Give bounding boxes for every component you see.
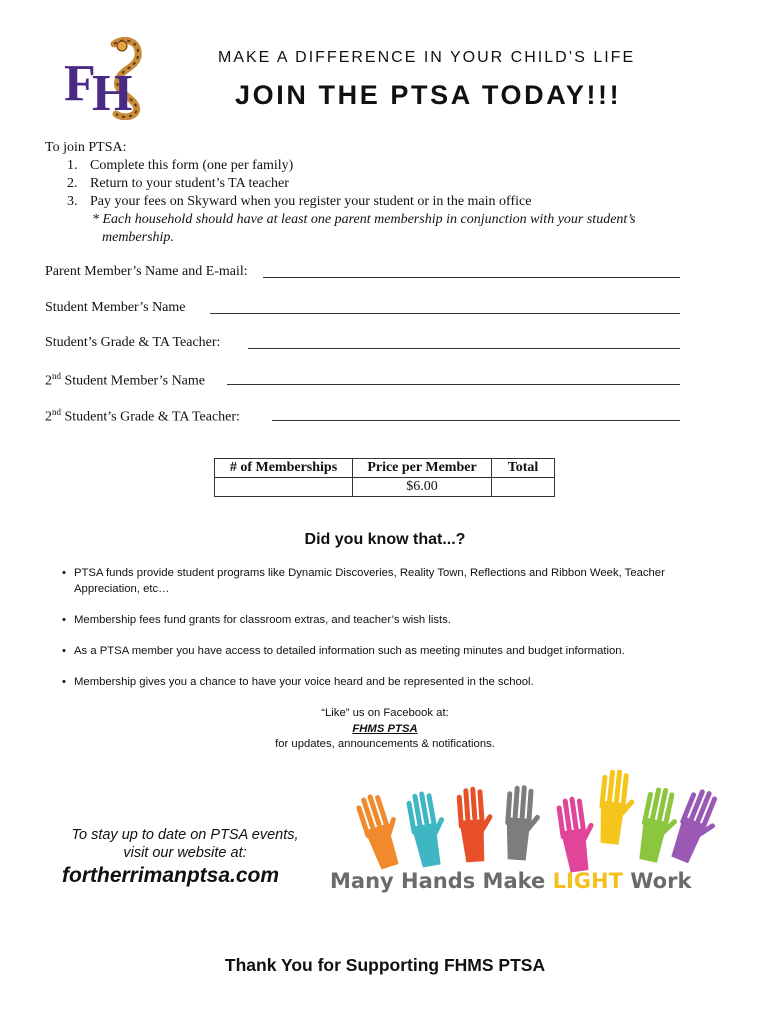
step-item: 2. Return to your student’s TA teacher bbox=[67, 176, 289, 191]
list-item: • PTSA funds provide student programs like Dynamic Discoveries, Reality Town, Reflections and Ribbon Week, Teacher Appreciation, etc… bbox=[62, 565, 702, 597]
facebook-link[interactable]: FHMS PTSA bbox=[352, 722, 418, 735]
memberships-header: # of Memberships bbox=[215, 459, 353, 478]
grade-teacher-field[interactable] bbox=[248, 348, 680, 349]
thank-you-footer: Thank You for Supporting FHMS PTSA bbox=[224, 955, 546, 975]
website-link[interactable]: fortherrimanptsa.com bbox=[62, 864, 280, 887]
hand-shape bbox=[354, 789, 411, 871]
household-note: * Each household should have at least one parent membership in conjunction with your student’s membership. bbox=[92, 212, 636, 245]
student-name-field[interactable] bbox=[210, 313, 680, 314]
parent-name-label: Parent Member’s Name and E-mail: bbox=[45, 264, 248, 279]
second-grade-teacher-label: 2nd Student’s Grade & TA Teacher: bbox=[45, 407, 240, 425]
list-item: • As a PTSA member you have access to detailed information such as meeting minutes and budget information. bbox=[62, 643, 702, 659]
step-item: 3. Pay your fees on Skyward when you register your student or in the main office bbox=[67, 194, 532, 209]
second-student-name-field[interactable] bbox=[227, 384, 680, 385]
price-header: Price per Member bbox=[353, 459, 492, 478]
list-item: • Membership gives you a chance to have your voice heard and be represented in the school. bbox=[62, 674, 702, 690]
page-title: JOIN THE PTSA TODAY!!! bbox=[235, 80, 622, 110]
hand-shape bbox=[667, 785, 725, 868]
svg-text:H: H bbox=[92, 65, 133, 120]
second-grade-teacher-field[interactable] bbox=[272, 420, 680, 421]
hand-shape bbox=[596, 770, 639, 846]
did-you-know-heading: Did you know that...? bbox=[304, 531, 466, 548]
total-header: Total bbox=[492, 459, 555, 478]
second-student-name-label: 2nd Student Member’s Name bbox=[45, 371, 205, 389]
hand-shape bbox=[405, 788, 453, 868]
svg-text:F: F bbox=[64, 55, 96, 112]
join-intro: To join PTSA: bbox=[45, 140, 127, 155]
hand-shape bbox=[503, 784, 543, 861]
hand-shape bbox=[456, 785, 496, 862]
many-hands-slogan: Many Hands Make LIGHT Work bbox=[330, 869, 692, 893]
fh-rattlesnake-logo-icon bbox=[62, 34, 148, 120]
hand-shape bbox=[555, 794, 600, 873]
step-item: 1. Complete this form (one per family) bbox=[67, 158, 294, 173]
total-cell[interactable] bbox=[492, 478, 555, 497]
facebook-like-text: “Like” us on Facebook at: bbox=[321, 707, 449, 719]
join-steps bbox=[67, 157, 531, 211]
price-cell: $6.00 bbox=[353, 478, 492, 497]
grade-teacher-label: Student’s Grade & TA Teacher: bbox=[45, 335, 221, 350]
table-row bbox=[215, 478, 555, 497]
membership-price-table bbox=[214, 458, 555, 497]
facebook-block bbox=[0, 706, 770, 753]
student-name-label: Student Member’s Name bbox=[45, 300, 186, 315]
facebook-updates-text: for updates, announcements & notifications. bbox=[275, 738, 495, 750]
tagline: MAKE A DIFFERENCE IN YOUR CHILD’S LIFE bbox=[218, 49, 636, 66]
facts-list bbox=[62, 565, 702, 705]
parent-name-field[interactable] bbox=[263, 277, 680, 278]
list-item: • Membership fees fund grants for classroom extras, and teacher’s wish lists. bbox=[62, 612, 702, 628]
stay-updated-text: To stay up to date on PTSA events, visit our website at: bbox=[71, 827, 299, 861]
memberships-cell[interactable] bbox=[215, 478, 353, 497]
